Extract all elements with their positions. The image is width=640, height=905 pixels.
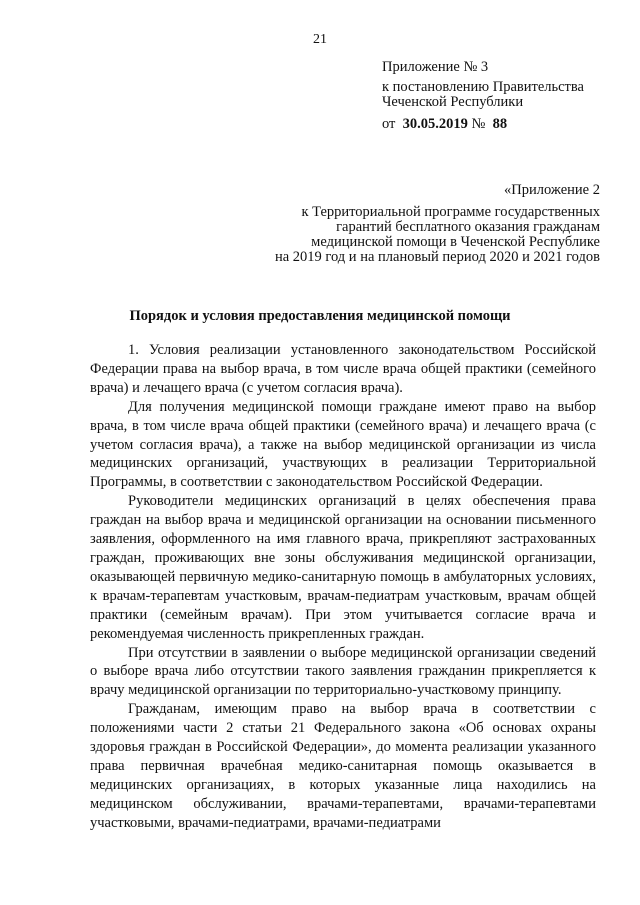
appendix-3-line-2: Чеченской Республики <box>382 94 524 110</box>
paragraph-2: Для получения медицинской помощи граждане имеют право на выбор врача, в том числе врача общей практики (семейного врача) и лечащего врача (с учетом согласия врача), а также на выбор медицинской организации из числа медицинских организаций, участвующих в реализации Территориальной Программы, в соответствии с законодательством Российской Федерации. <box>90 398 596 491</box>
section-title: Порядок и условия предоставления медицинской помощи <box>129 308 511 324</box>
paragraph-5: Гражданам, имеющим право на выбор врача в соответствии с положениями части 2 статьи 21 Федерального закона «Об основах охраны здоровья граждан в Российской Федерации», до момента реализации указанного права первичная врачебная медико-санитарная помощь оказывается в медицинских организациях, в которых указанные лица находились на медицинском обслуживании, врачами-терапевтами, врачами-терапевтами участковыми, врачами-педиатрами, врачами-педиатрами <box>90 701 596 831</box>
appendix-2-header <box>275 183 600 265</box>
appendix-2-line-2: гарантий бесплатного оказания гражданам <box>336 219 600 235</box>
paragraph-3: Руководители медицинских организаций в целях обеспечения права граждан на выбор врача и медицинской организации на основании письменного заявления, оформленного на имя главного врача, прикрепляют застрахованных граждан, проживающих вне зоны обслуживания медицинской организации, оказывающей первичную медико-санитарную помощь в амбулаторных условиях, к врачам-терапевтам участковым, врачам-педиатрам участковым, врачам общей практики (семейным врачам). При этом учитывается согласие врача и рекомендуемая численность прикрепленных граждан. <box>90 493 596 642</box>
resolution-number: 88 <box>492 115 508 132</box>
appendix-2-title: «Приложение 2 <box>504 182 600 198</box>
paragraph-4: При отсутствии в заявлении о выборе медицинской организации сведений о выборе врача либо отсутствии такого заявления гражданин прикрепляется к врачу медицинской организации по территориально-участковому принципу. <box>90 644 596 699</box>
appendix-3-title: Приложение № 3 <box>382 59 489 75</box>
body-text <box>90 341 596 833</box>
appendix-2-line-3: медицинской помощи в Чеченской Республике <box>311 234 600 250</box>
paragraph-1: 1. Условия реализации установленного законодательством Российской Федерации права на выбор врача, в том числе врача общей практики (семейного врача) и лечащего врача (с учетом согласия врача). <box>90 342 596 396</box>
appendix-2-line-4: на 2019 год и на плановый период 2020 и 2021 годов <box>274 249 600 265</box>
appendix-2-line-1: к Территориальной программе государственных <box>301 204 600 220</box>
page-number: 21 <box>313 32 327 47</box>
appendix-3-date-line <box>382 117 584 133</box>
number-prefix: № <box>471 115 486 132</box>
date-prefix: от <box>382 115 396 132</box>
resolution-date: 30.05.2019 <box>402 115 468 132</box>
appendix-3-header <box>382 60 584 132</box>
appendix-3-line-1: к постановлению Правительства <box>382 78 584 95</box>
